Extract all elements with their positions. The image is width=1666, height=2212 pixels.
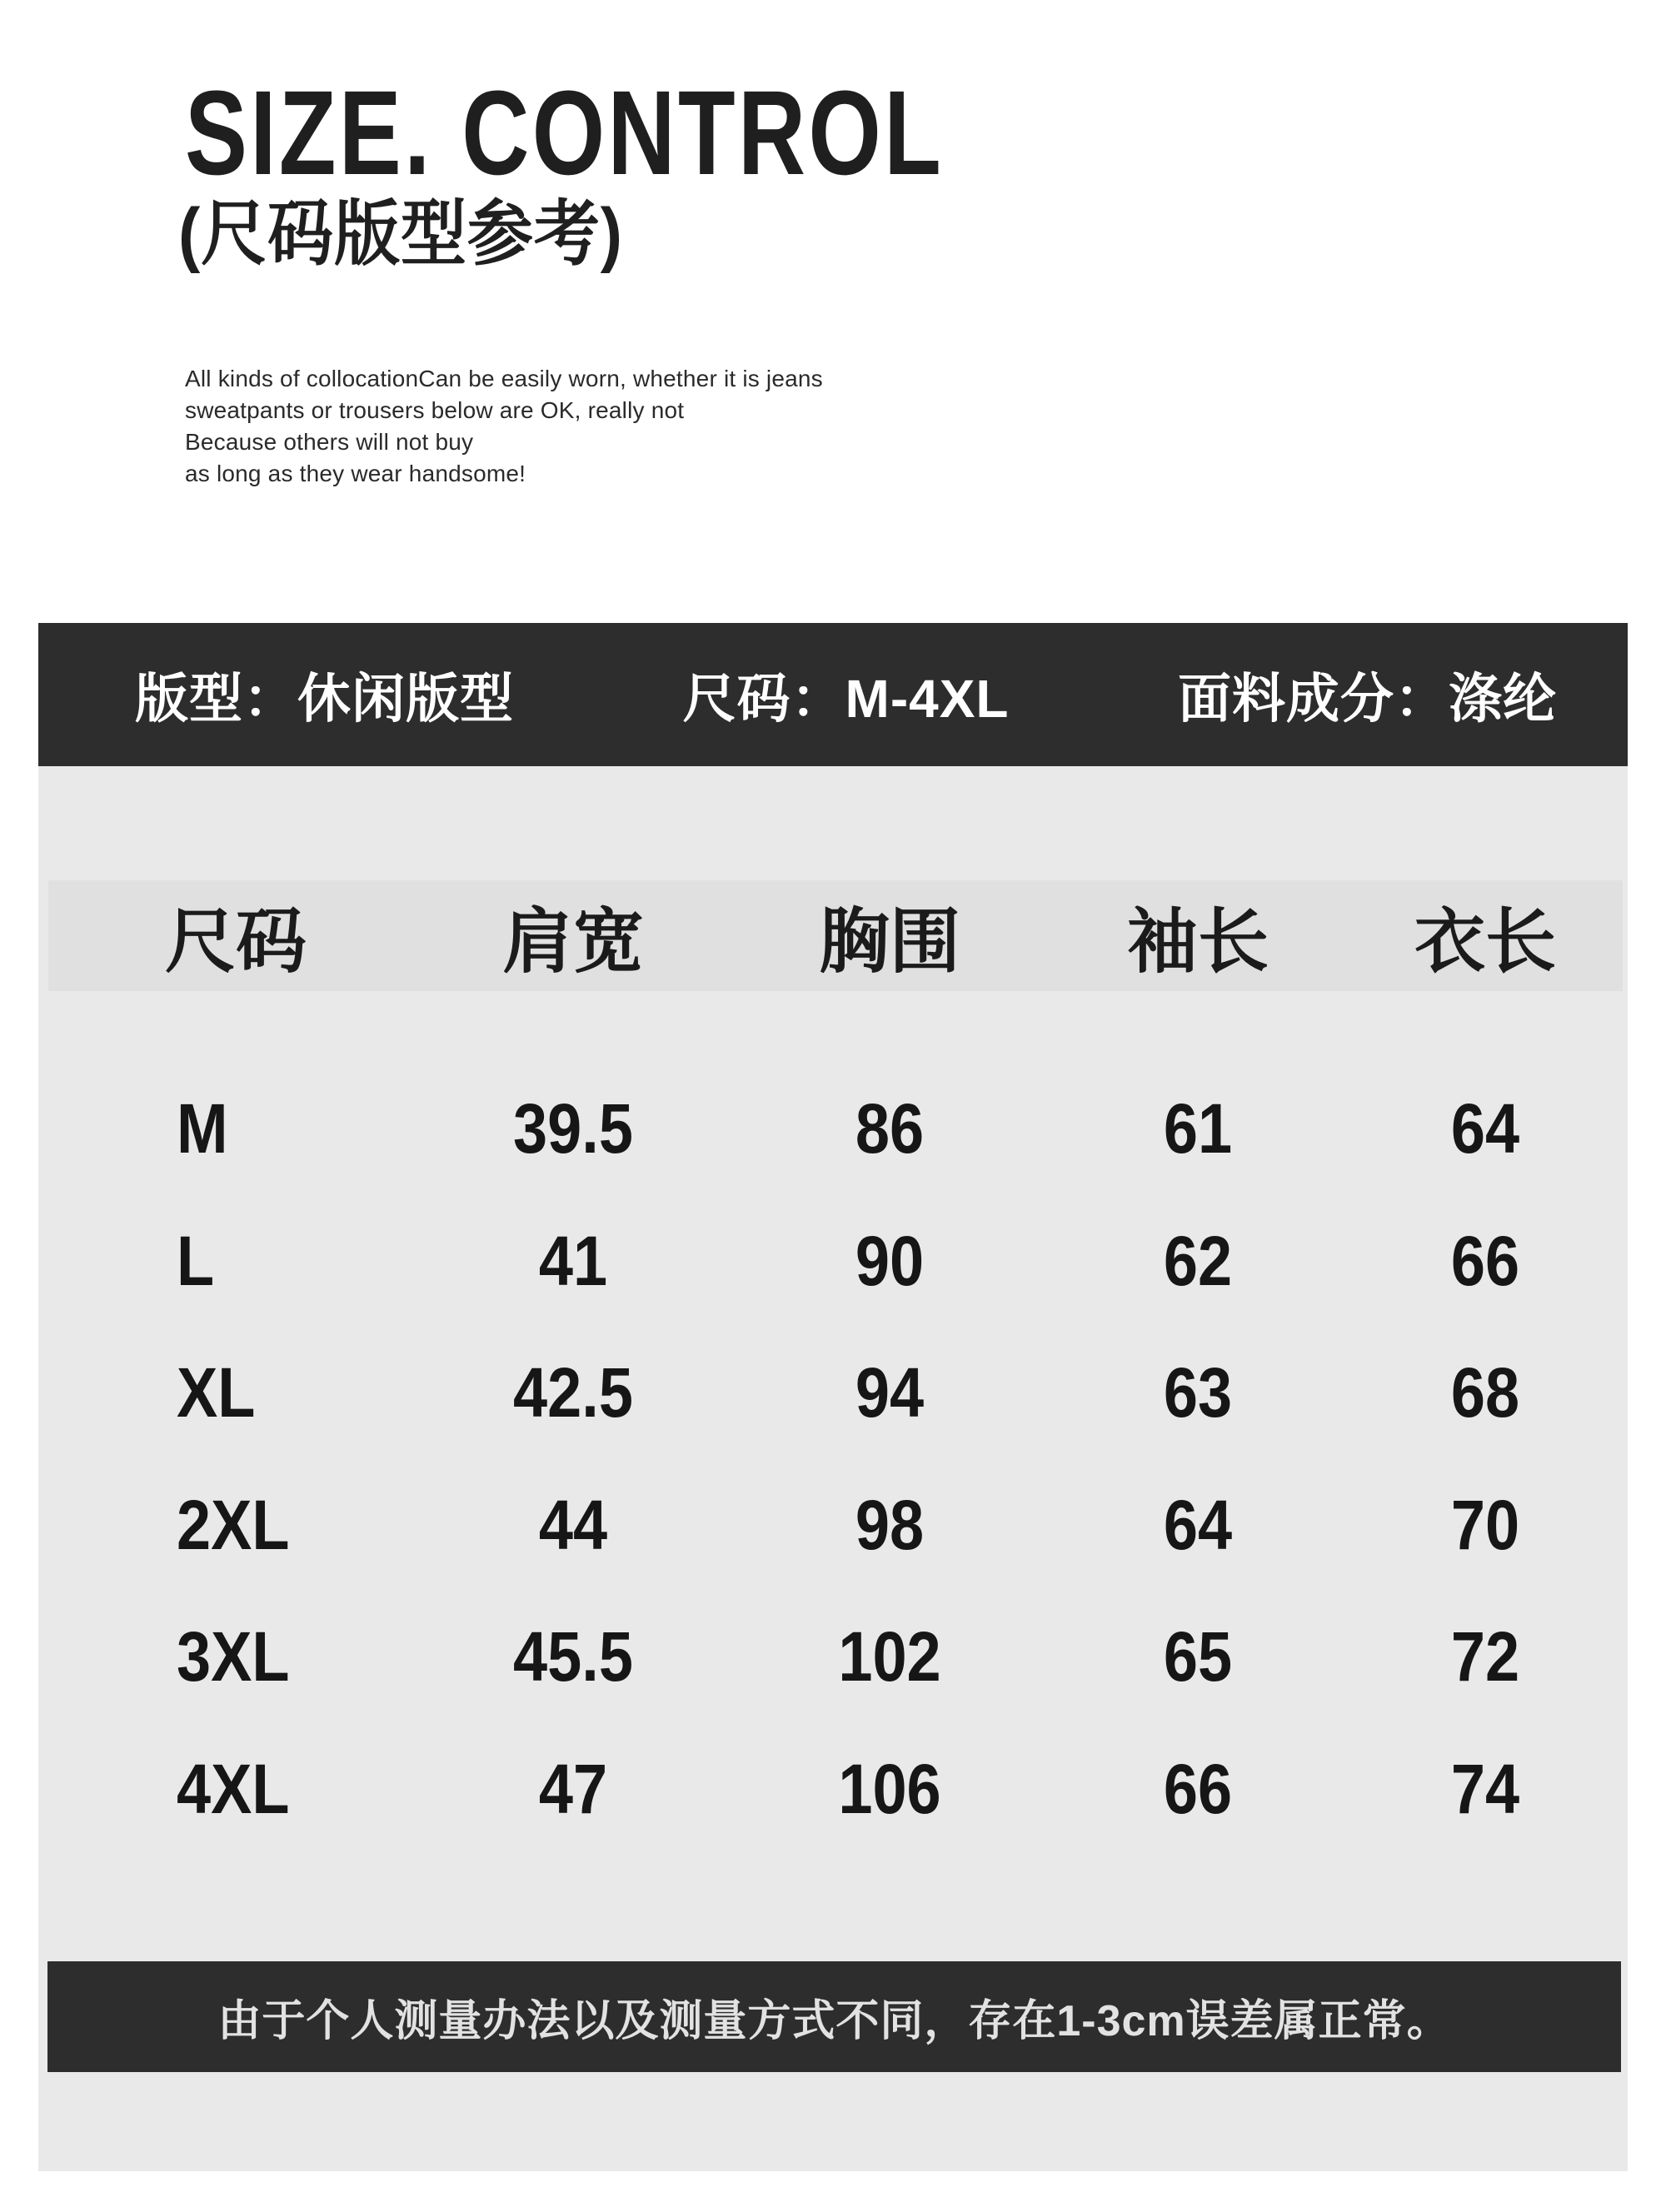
size-table-row bbox=[48, 1087, 1623, 1170]
size-cell-length: 68 bbox=[1450, 1353, 1520, 1432]
header-cell-chest: 胸围 bbox=[818, 902, 960, 982]
spec-separator: ： bbox=[1394, 669, 1449, 729]
header-cell-size: 尺码 bbox=[165, 902, 307, 982]
spec-bar bbox=[38, 623, 1628, 766]
intro-paragraph bbox=[185, 363, 823, 490]
size-cell-sleeve: 63 bbox=[1163, 1353, 1233, 1432]
size-cell-sleeve: 64 bbox=[1163, 1485, 1233, 1564]
size-cell-label: 2XL bbox=[177, 1485, 290, 1564]
size-cell-chest: 106 bbox=[838, 1749, 941, 1828]
intro-line-2: sweatpants or trousers below are OK, really not bbox=[185, 397, 685, 423]
size-table-row bbox=[48, 1219, 1623, 1303]
size-cell-shoulder: 41 bbox=[538, 1221, 608, 1300]
size-cell-shoulder: 47 bbox=[538, 1749, 608, 1828]
size-cell-length: 74 bbox=[1450, 1749, 1520, 1828]
size-cell-length: 66 bbox=[1450, 1221, 1520, 1300]
size-cell-sleeve: 61 bbox=[1163, 1089, 1233, 1168]
spec-label-fabric: 面料成分 bbox=[1178, 669, 1394, 729]
size-cell-shoulder: 39.5 bbox=[513, 1089, 633, 1168]
intro-line-3: Because others will not buy bbox=[185, 429, 474, 455]
spec-value-fit: 休闲版型 bbox=[297, 669, 514, 729]
header-cell-length: 衣长 bbox=[1414, 902, 1556, 982]
spec-label-fit: 版型 bbox=[135, 669, 243, 729]
size-cell-length: 70 bbox=[1450, 1485, 1520, 1564]
header-cell-shoulder: 肩宽 bbox=[501, 902, 644, 982]
spec-separator: ： bbox=[243, 669, 297, 729]
intro-line-4: as long as they wear handsome! bbox=[185, 461, 526, 486]
size-cell-chest: 86 bbox=[855, 1089, 925, 1168]
size-cell-chest: 90 bbox=[855, 1221, 925, 1300]
size-cell-chest: 94 bbox=[855, 1353, 925, 1432]
note-text: 由于个人测量办法以及测量方式不同，存在1-3cm误差属正常。 bbox=[217, 1997, 1451, 2045]
note-bar bbox=[47, 1961, 1621, 2072]
size-cell-shoulder: 45.5 bbox=[513, 1617, 633, 1696]
size-cell-label: M bbox=[177, 1089, 228, 1168]
size-cell-sleeve: 66 bbox=[1163, 1749, 1233, 1828]
size-cell-sleeve: 62 bbox=[1163, 1221, 1233, 1300]
size-table-row bbox=[48, 1483, 1623, 1567]
table-header-row bbox=[48, 880, 1623, 991]
size-cell-length: 64 bbox=[1450, 1089, 1520, 1168]
size-cell-chest: 98 bbox=[855, 1485, 925, 1564]
spec-item-fabric bbox=[1178, 656, 1557, 733]
size-cell-label: 4XL bbox=[177, 1749, 290, 1828]
spec-item-size bbox=[683, 656, 1010, 733]
size-cell-label: XL bbox=[177, 1353, 256, 1432]
intro-line-1: All kinds of collocationCan be easily worn, whether it is jeans bbox=[185, 366, 823, 391]
spec-label-size: 尺码 bbox=[682, 669, 791, 729]
page-subtitle: (尺码版型参考) bbox=[178, 194, 623, 274]
size-table-row bbox=[48, 1351, 1623, 1434]
spec-item-fit bbox=[135, 656, 514, 733]
spec-value-size: M-4XL bbox=[845, 669, 1010, 729]
spec-value-fabric: 涤纶 bbox=[1449, 669, 1557, 729]
size-cell-chest: 102 bbox=[838, 1617, 941, 1696]
size-cell-shoulder: 44 bbox=[538, 1485, 608, 1564]
size-cell-sleeve: 65 bbox=[1163, 1617, 1233, 1696]
spec-separator: ： bbox=[791, 669, 845, 729]
size-cell-label: L bbox=[177, 1221, 215, 1300]
size-cell-length: 72 bbox=[1450, 1617, 1520, 1696]
size-cell-label: 3XL bbox=[177, 1617, 290, 1696]
size-cell-shoulder: 42.5 bbox=[513, 1353, 633, 1432]
page-title: SIZE. CONTROL bbox=[185, 66, 945, 200]
size-table-row bbox=[48, 1615, 1623, 1698]
header-cell-sleeve: 袖长 bbox=[1126, 902, 1269, 982]
size-table-row bbox=[48, 1747, 1623, 1831]
